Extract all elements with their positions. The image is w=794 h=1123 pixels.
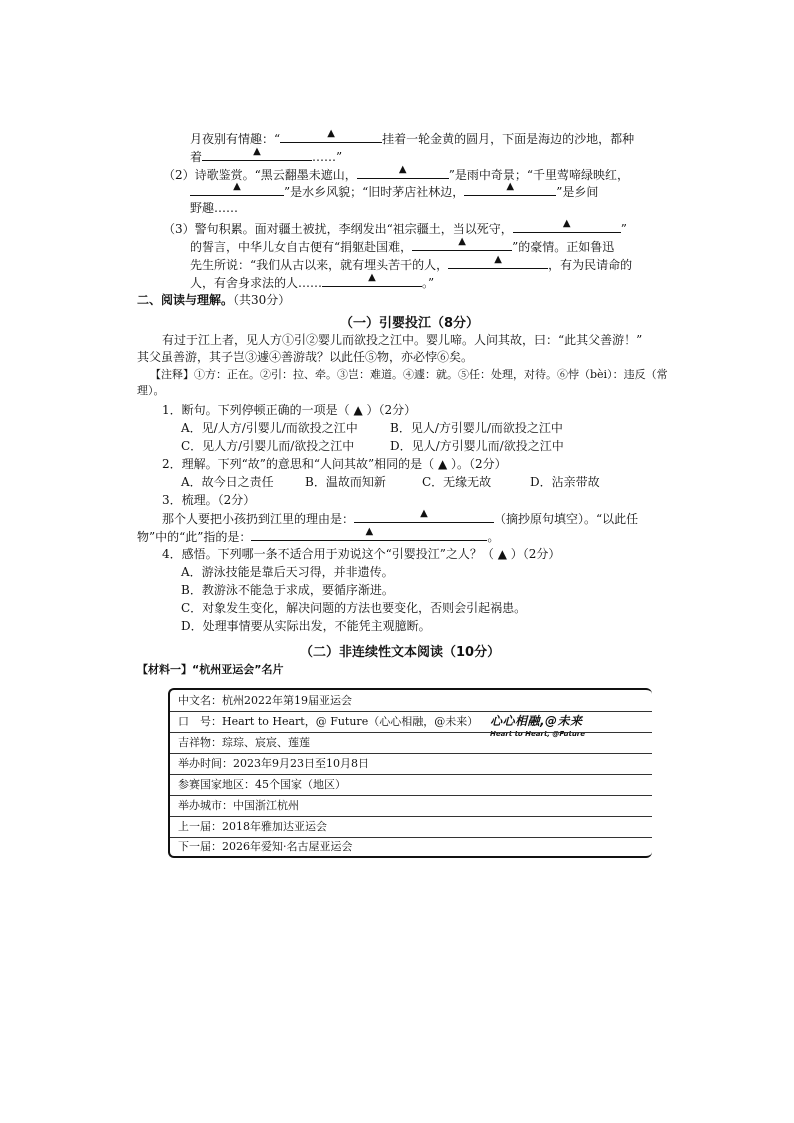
text: ”的豪情。正如鲁迅 xyxy=(512,240,615,254)
card-divider xyxy=(170,795,652,796)
question-2: 2．理解。下列“故”的意思和“人问其故”相同的是（ ▲ ）。（2分） xyxy=(162,457,507,471)
text: 物”中的“此”指的是： xyxy=(137,530,252,544)
text: （2）诗歌鉴赏。“黑云翻墨未遮山， xyxy=(163,168,357,182)
triangle-mark: ▲ xyxy=(327,128,335,139)
option-b[interactable]: B．温故而知新 xyxy=(305,475,386,489)
card-row-previous: 上一届：2018年雅加达亚运会 xyxy=(178,820,327,833)
option-a[interactable]: A．见/人方/引婴儿/而欲投之江中 xyxy=(181,421,358,435)
logo-english: Heart to Heart, @Future xyxy=(490,730,586,738)
text: 挂着一轮金黄的圆月，下面是海边的沙地，都种 xyxy=(382,132,635,146)
answer-blank[interactable] xyxy=(190,183,284,196)
triangle-mark: ▲ xyxy=(562,218,571,229)
card-row-city: 举办城市：中国浙江杭州 xyxy=(178,799,299,812)
text: ”是水乡风貌；“旧时茅店社林边， xyxy=(284,185,465,199)
asian-games-info-card xyxy=(168,688,652,858)
classical-text-line-2: 其父虽善游，其子岂③遽④善游哉？以此任⑤物，亦必悖⑥矣。 xyxy=(137,350,474,364)
annotation-line-1: 【注释】①方：正在。②引：拉、牵。③岂：难道。④遽：就。⑤任：处理，对待。⑥悖（bèi）：违反（常 xyxy=(150,368,668,381)
text: ”是雨中奇景；“千里莺啼绿映红， xyxy=(448,168,630,182)
triangle-mark: ▲ xyxy=(494,254,502,265)
logo-chinese: 心心相融,@未来 xyxy=(490,714,583,728)
option-d[interactable]: D．处理事情要从实际出发，不能凭主观臆断。 xyxy=(181,619,431,633)
triangle-mark: ▲ xyxy=(253,146,261,157)
text: ……” xyxy=(312,150,343,164)
option-d[interactable]: D．沾亲带故 xyxy=(530,475,600,489)
option-d[interactable]: D．见人/方引婴儿而/欲投之江中 xyxy=(390,439,564,453)
question-3-line-2 xyxy=(190,238,614,255)
question-3-line-2 xyxy=(137,528,499,545)
question-3: 3．梳理。（2分） xyxy=(162,493,256,507)
question-3-line-1 xyxy=(163,220,627,237)
text: ” xyxy=(620,222,627,236)
triangle-mark: ▲ xyxy=(368,272,376,283)
text: 月夜别有情趣：“ xyxy=(190,132,281,146)
answer-blank[interactable] xyxy=(202,148,312,161)
answer-blank[interactable] xyxy=(412,238,512,251)
section-title: 二、阅读与理解。 xyxy=(137,293,234,307)
card-row-name: 中文名：杭州2022年第19届亚运会 xyxy=(178,694,352,707)
option-c[interactable]: C．无缘无故 xyxy=(422,475,492,489)
triangle-mark: ▲ xyxy=(420,508,428,519)
classical-text-line-1: 有过于江上者，见人方①引②婴儿而欲投之江中。婴儿啼。人问其故，曰：“此其父善游！” xyxy=(162,333,643,347)
question-2-line-3: 野趣…… xyxy=(190,201,239,215)
answer-blank[interactable] xyxy=(464,183,556,196)
option-b[interactable]: B．见人/方引婴儿/而欲投之江中 xyxy=(390,421,563,435)
part-2-title: （二）非连续性文本阅读（10分） xyxy=(300,645,501,660)
question-3-line-1 xyxy=(162,510,638,527)
text: 着 xyxy=(190,150,203,164)
question-3-line-4 xyxy=(190,274,434,291)
card-divider xyxy=(170,753,652,754)
question-1: 1．断句。下列停顿正确的一项是（ ▲ ）（2分） xyxy=(162,403,417,417)
triangle-mark: ▲ xyxy=(398,164,407,175)
answer-blank[interactable] xyxy=(357,166,449,179)
answer-blank[interactable] xyxy=(251,528,487,541)
option-c[interactable]: C．见人方/引婴儿而/欲投之江中 xyxy=(181,439,355,453)
card-divider xyxy=(170,837,652,838)
part-1-title: （一）引婴投江（8分） xyxy=(340,316,480,331)
triangle-mark: ▲ xyxy=(233,181,241,192)
annotation-line-2: 理）。 xyxy=(137,384,165,397)
text: 先生所说：“我们从古以来，就有埋头苦干的人， xyxy=(190,258,449,272)
text: 。” xyxy=(422,276,435,290)
triangle-mark: ▲ xyxy=(365,526,374,537)
question-2-line-2 xyxy=(190,183,598,200)
text: （3）警句积累。面对疆土被扰，李纲发出“祖宗疆土，当以死守， xyxy=(163,222,513,236)
text: （摘抄原句填空）。“以此任 xyxy=(494,512,639,526)
option-a[interactable]: A．故今日之责任 xyxy=(181,475,274,489)
question-4: 4．感悟。下列哪一条不适合用于劝说这个“引婴投江”之人？（ ▲ ）（2分） xyxy=(162,547,561,561)
answer-blank[interactable] xyxy=(354,510,494,523)
card-row-mascots: 吉祥物：琮琮、宸宸、莲莲 xyxy=(178,736,310,749)
answer-blank[interactable] xyxy=(513,220,621,233)
section-heading xyxy=(137,292,290,308)
material-1-label: 【材料一】“杭州亚运会”名片 xyxy=(137,663,284,676)
question-3-line-3 xyxy=(190,256,632,273)
fill-line-2 xyxy=(190,148,342,165)
card-divider xyxy=(170,774,652,775)
slogan-logo xyxy=(490,712,585,738)
option-c[interactable]: C．对象发生变化，解决问题的方法也要变化，否则会引起祸患。 xyxy=(181,601,527,615)
card-row-slogan: 口 号：Heart to Heart，@ Future（心心相融，@未来） xyxy=(178,715,479,728)
option-a[interactable]: A．游泳技能是靠后天习得，并非遗传。 xyxy=(181,565,394,579)
text: ”是乡间 xyxy=(556,185,599,199)
text: 。 xyxy=(487,530,500,544)
section-score: （共30分） xyxy=(233,293,291,307)
triangle-mark: ▲ xyxy=(458,236,466,247)
answer-blank[interactable] xyxy=(280,130,382,143)
text: ，有为民请命的 xyxy=(548,258,633,272)
option-b[interactable]: B．教游泳不能急于求成，要循序渐进。 xyxy=(181,583,394,597)
answer-blank[interactable] xyxy=(448,256,548,269)
card-row-participants: 参赛国家地区：45个国家（地区） xyxy=(178,778,346,791)
text: 的誓言，中华儿女自古便有“捐躯赴国难， xyxy=(190,240,413,254)
text: 那个人要把小孩扔到江里的理由是： xyxy=(162,512,355,526)
triangle-mark: ▲ xyxy=(506,181,515,192)
card-row-next: 下一届：2026年爱知·名古屋亚运会 xyxy=(178,840,353,853)
card-divider xyxy=(170,732,652,733)
text: 人，有舍身求法的人…… xyxy=(190,276,323,290)
answer-blank[interactable] xyxy=(322,274,422,287)
card-divider xyxy=(170,816,652,817)
card-row-dates: 举办时间：2023年9月23日至10月8日 xyxy=(178,757,369,770)
